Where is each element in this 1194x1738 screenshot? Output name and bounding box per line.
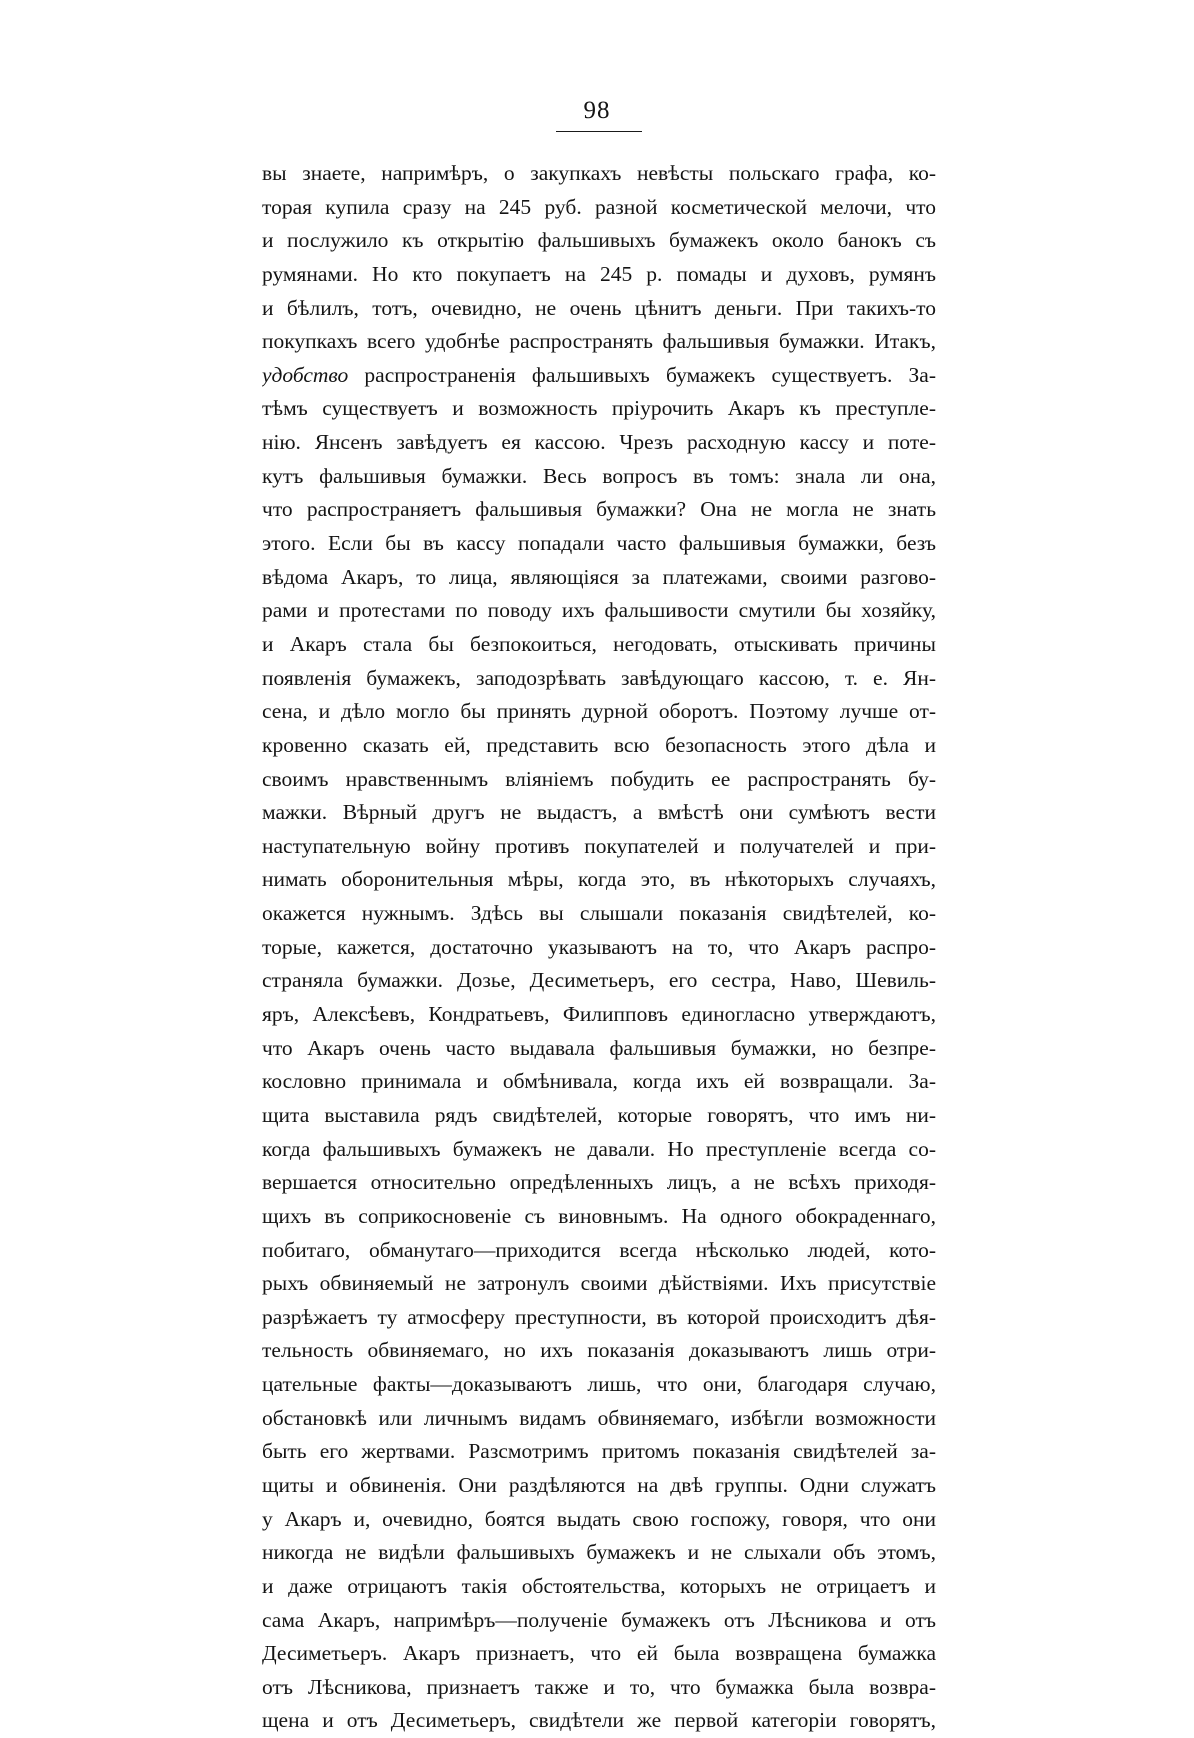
text-line: что распространяетъ фальшивыя бумажки? Она не могла не знать — [262, 497, 936, 522]
text-line: торые, кажется, достаточно указываютъ на то, что Акаръ распро- — [262, 934, 936, 959]
text-line: мажки. Вѣрный другъ не выдастъ, а вмѣстѣ они сумѣютъ вести — [262, 800, 936, 825]
text-line: обстановкѣ или личнымъ видамъ обвиняемаго, избѣгли возможности — [262, 1405, 936, 1430]
text-line: быть его жертвами. Разсмотримъ притомъ показанія свидѣтелей за- — [262, 1439, 936, 1464]
text-line: побитаго, обманутаго—приходится всегда нѣсколько людей, кото- — [262, 1237, 936, 1262]
text-line: окажется нужнымъ. Здѣсь вы слышали показанія свидѣтелей, ко- — [262, 901, 936, 926]
text-line: румянами. Но кто покупаетъ на 245 р. помады и духовъ, румянъ — [262, 261, 936, 286]
text-line: тельность обвиняемаго, но ихъ показанія доказываютъ лишь отри- — [262, 1338, 936, 1363]
text-line: Десиметьеръ. Акаръ признаетъ, что ей была возвращена бумажка — [262, 1641, 936, 1666]
text-line: этого. Если бы въ кассу попадали часто фальшивыя бумажки, безъ — [262, 531, 936, 556]
text-line: никогда не видѣли фальшивыхъ бумажекъ и не слыхали объ этомъ, — [262, 1540, 936, 1565]
text-line: щита выставила рядъ свидѣтелей, которые говорятъ, что имъ ни- — [262, 1102, 936, 1127]
text-line: кровенно сказать ей, представить всю безопасность этого дѣла и — [262, 732, 936, 757]
text-line — [262, 359, 936, 393]
text-line: рыхъ обвиняемый не затронулъ своими дѣйствіями. Ихъ присутствіе — [262, 1271, 936, 1296]
text-line: рами и протестами по поводу ихъ фальшивости смутили бы хозяйку, — [262, 598, 936, 623]
text-line: разрѣжаетъ ту атмосферу преступности, въ которой происходитъ дѣя- — [262, 1304, 936, 1329]
text-line: нію. Янсенъ завѣдуетъ ея кассою. Чрезъ расходную кассу и поте- — [262, 430, 936, 455]
text-line: щена и отъ Десиметьеръ, свидѣтели же первой категоріи говорятъ, — [262, 1708, 936, 1733]
text-line: вы знаете, напримѣръ, о закупкахъ невѣсты польскаго графа, ко- — [262, 161, 936, 185]
text-line: сена, и дѣло могло бы принять дурной оборотъ. Поэтому лучше от- — [262, 699, 936, 724]
text-line: нимать оборонительныя мѣры, когда это, въ нѣкоторыхъ случаяхъ, — [262, 867, 936, 892]
body-text — [262, 157, 936, 1738]
text-line: что Акаръ очень часто выдавала фальшивыя бумажки, но безпре- — [262, 1035, 936, 1060]
page-number-rule — [556, 131, 642, 132]
text-line: у Акаръ и, очевидно, боятся выдать свою госпожу, говоря, что они — [262, 1506, 936, 1531]
text-line: наступательную войну противъ покупателей и получателей и при- — [262, 833, 936, 858]
text-line: когда фальшивыхъ бумажекъ не давали. Но преступленіе всегда со- — [262, 1136, 936, 1161]
text-line: кословно принимала и обмѣнивала, когда ихъ ей возвращали. За- — [262, 1069, 936, 1094]
text-line: отъ Лѣсникова, признаетъ также и то, что бумажка была возвра- — [262, 1674, 936, 1699]
text-line: и послужило къ открытію фальшивыхъ бумажекъ около банокъ съ — [262, 228, 936, 253]
text-line-rest: распространенія фальшивыхъ бумажекъ существуетъ. За- — [348, 362, 936, 387]
text-line: яръ, Алексѣевъ, Кондратьевъ, Филипповъ единогласно утверждаютъ, — [262, 1002, 936, 1027]
text-line: и Акаръ стала бы безпокоиться, негодовать, отыскивать причины — [262, 631, 936, 656]
text-line: своимъ нравственнымъ вліяніемъ побудить ее распространять бу- — [262, 766, 936, 791]
text-line: и даже отрицаютъ такія обстоятельства, которыхъ не отрицаетъ и — [262, 1573, 936, 1598]
italic-emphasis: удобство — [262, 362, 349, 387]
text-line: тѣмъ существуетъ и возможность пріурочить Акаръ къ преступле- — [262, 396, 936, 421]
text-line: вершается относительно опредѣленныхъ лицъ, а не всѣхъ приходя- — [262, 1170, 936, 1195]
text-line: страняла бумажки. Дозье, Десиметьеръ, его сестра, Наво, Шевиль- — [262, 968, 936, 993]
text-line: щихъ въ соприкосновеніе съ виновнымъ. На одного обокраденнаго, — [262, 1203, 936, 1228]
text-line: кутъ фальшивыя бумажки. Весь вопросъ въ томъ: знала ли она, — [262, 463, 936, 488]
text-line: сама Акаръ, напримѣръ—полученіе бумажекъ отъ Лѣсникова и отъ — [262, 1607, 936, 1632]
text-line: цательные факты—доказываютъ лишь, что они, благодаря случаю, — [262, 1372, 936, 1397]
page-number: 98 — [583, 97, 611, 124]
text-line: торая купила сразу на 245 руб. разной косметической мелочи, что — [262, 194, 936, 219]
text-line: вѣдома Акаръ, то лица, являющіяся за платежами, своими разгово- — [262, 564, 936, 589]
text-line: щиты и обвиненія. Они раздѣляются на двѣ группы. Одни служатъ — [262, 1472, 936, 1497]
text-line: появленія бумажекъ, заподозрѣвать завѣдующаго кассою, т. е. Ян- — [262, 665, 936, 690]
text-line: покупкахъ всего удобнѣе распространять фальшивыя бумажки. Итакъ, — [262, 329, 936, 354]
text-line: и бѣлилъ, тотъ, очевидно, не очень цѣнитъ деньги. При такихъ-то — [262, 295, 936, 320]
